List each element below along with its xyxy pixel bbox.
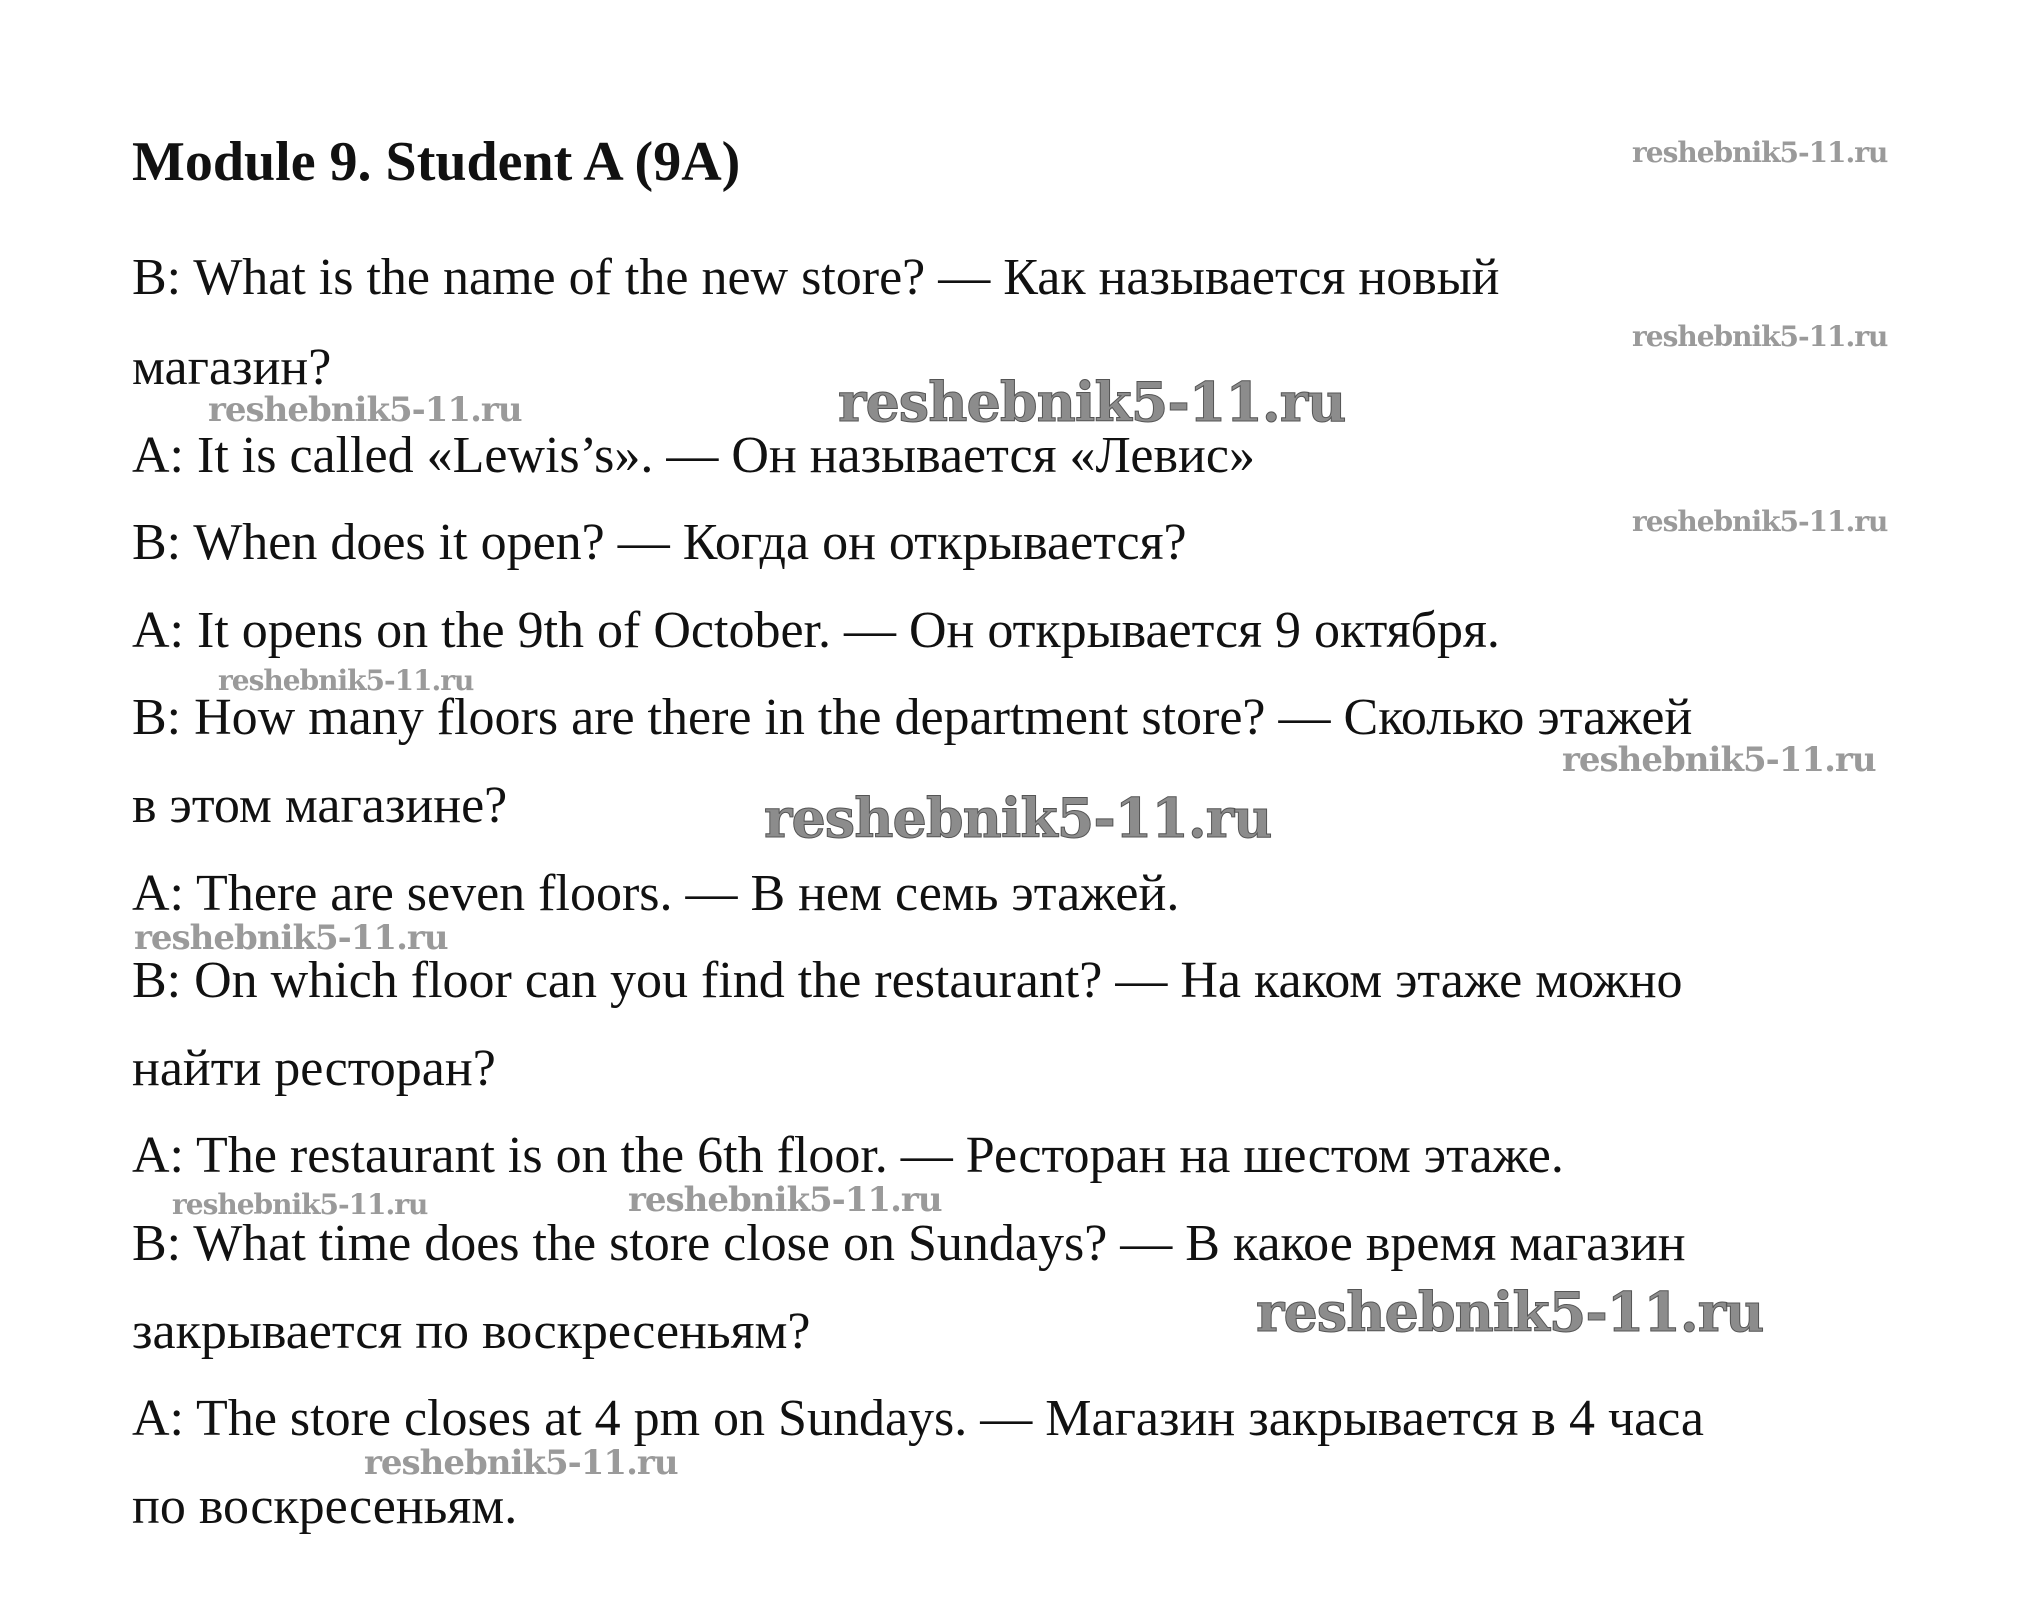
dialogue-line-6: B: How many floors are there in the department store? — Сколько этажей (132, 689, 1693, 746)
dialogue-line-4: B: When does it open? — Когда он открывается? (132, 514, 1187, 571)
dialogue-line-15: по воскресеньям. (132, 1478, 518, 1535)
dialogue-line-14: A: The store closes at 4 pm on Sundays. — Магазин закрывается в 4 часа (132, 1390, 1704, 1447)
watermark: reshebnik5-11.ru (628, 1180, 942, 1220)
dialogue-line-1: B: What is the name of the new store? — Как называется новый (132, 249, 1500, 306)
watermark: reshebnik5-11.ru (364, 1443, 678, 1483)
dialogue-line-13: закрывается по воскресеньям? (132, 1303, 811, 1360)
watermark: reshebnik5-11.ru (1632, 136, 1888, 169)
dialogue-line-7: в этом магазине? (132, 777, 508, 834)
watermark: reshebnik5-11.ru (1256, 1280, 1764, 1344)
dialogue-line-12: B: What time does the store close on Sundays? — В какое время магазин (132, 1215, 1686, 1272)
dialogue-line-8: A: There are seven floors. — В нем семь этажей. (132, 865, 1180, 922)
watermark: reshebnik5-11.ru (1632, 505, 1888, 538)
module-title: Module 9. Student A (9A) (132, 131, 741, 193)
watermark: reshebnik5-11.ru (764, 786, 1272, 850)
watermark: reshebnik5-11.ru (838, 370, 1346, 434)
dialogue-line-9: B: On which floor can you find the restaurant? — На каком этаже можно (132, 952, 1683, 1009)
dialogue-line-2: магазин? (132, 339, 332, 396)
dialogue-line-3: A: It is called «Lewis’s». — Он называется «Левис» (132, 427, 1255, 484)
dialogue-line-5: A: It opens on the 9th of October. — Он открывается 9 октября. (132, 602, 1500, 659)
watermark: reshebnik5-11.ru (1562, 740, 1876, 780)
watermark: reshebnik5-11.ru (134, 918, 448, 958)
dialogue-line-11: A: The restaurant is on the 6th floor. — Ресторан на шестом этаже. (132, 1127, 1564, 1184)
watermark: reshebnik5-11.ru (208, 390, 522, 430)
watermark: reshebnik5-11.ru (218, 664, 474, 697)
watermark: reshebnik5-11.ru (172, 1188, 428, 1221)
watermark: reshebnik5-11.ru (1632, 320, 1888, 353)
dialogue-line-10: найти ресторан? (132, 1040, 496, 1097)
